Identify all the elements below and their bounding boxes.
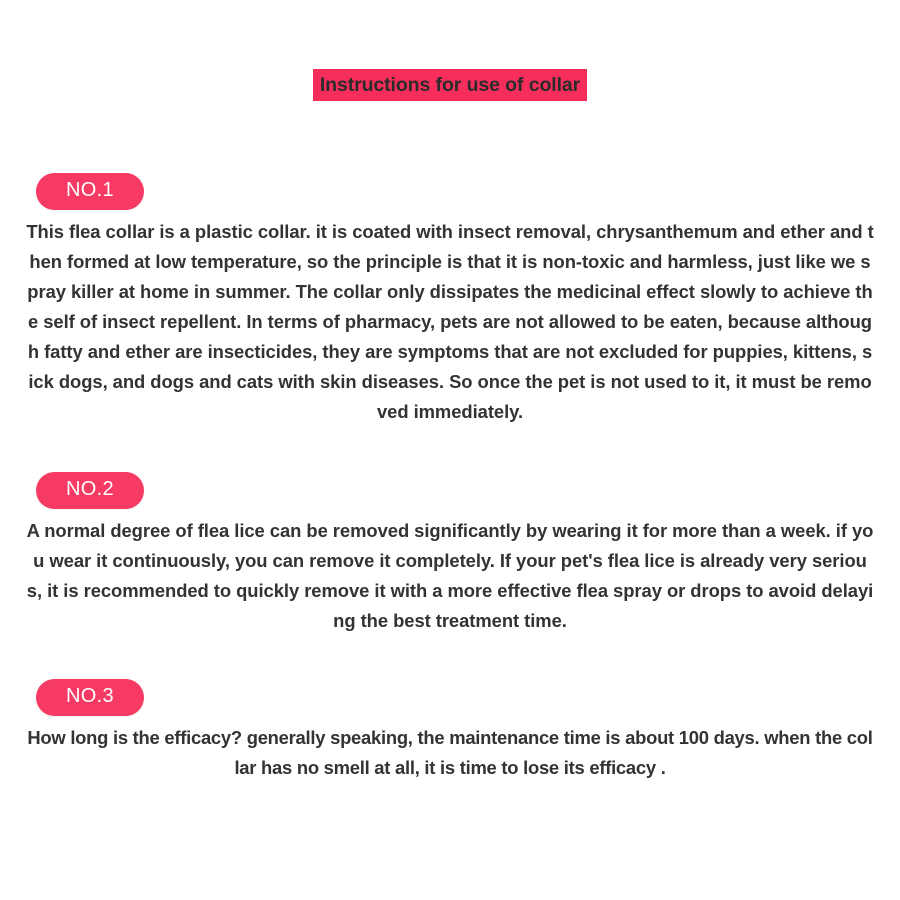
page-title: Instructions for use of collar [313, 69, 587, 101]
section-body-no-2: A normal degree of flea lice can be removed significantly by wearing it for more than a week. if you wear it continuously, you can remove it completely. If your pet's flea lice is already very serious, it is recommended to quickly remove it with a more effective flea spray or drops to avoid delaying the best treatment time. [26, 520, 874, 632]
section-badge-no-1: NO.1 [36, 173, 144, 210]
section-no-3 [0, 679, 900, 783]
section-body-no-1: This flea collar is a plastic collar. it is coated with insect removal, chrysanthemum and ether and then formed at low temperature, so the principle is that it is non-toxic and harmless, just like we spray killer at home in summer. The collar only dissipates the medicinal effect slowly to achieve the self of insect repellent. In terms of pharmacy, pets are not allowed to be eaten, because although fatty and ether are insecticides, they are symptoms that are not excluded for puppies, kittens, sick dogs, and dogs and cats with skin diseases. So once the pet is not used to it, it must be removed immediately. [26, 221, 874, 423]
section-no-2 [0, 472, 900, 636]
page-title-row [0, 0, 900, 101]
section-badge-no-2: NO.2 [36, 472, 144, 509]
section-body-no-3: How long is the efficacy? generally speaking, the maintenance time is about 100 days. when the collar has no smell at all, it is time to lose its efficacy . [27, 727, 873, 779]
section-no-1 [0, 173, 900, 427]
section-badge-no-3: NO.3 [36, 679, 144, 716]
